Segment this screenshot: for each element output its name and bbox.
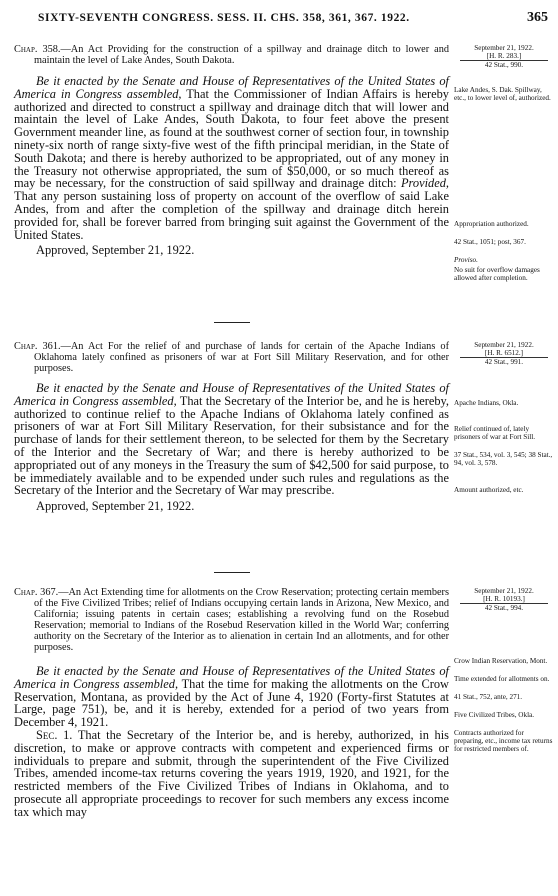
margin-note: Five Civilized Tribes, Okla. <box>454 711 535 719</box>
margin-note: Amount authorized, etc. <box>454 486 524 494</box>
enacting-clause: Be it enacted by the Senate and House of Representatives of the United States of America in Congress assembled, <box>14 381 449 408</box>
act-title-text: —An Act Providing for the construction of a spillway and drainage ditch to lower and maintain the level of Lake Andes, South Dakota. <box>34 44 449 66</box>
act-358 <box>14 44 449 257</box>
act-367 <box>14 587 449 819</box>
act-title <box>14 587 449 653</box>
enacting-clause: Be it enacted by the Senate and House of Representatives of the United States of America in Congress assembled, <box>14 74 449 101</box>
margin-note: 42 Stat., 1051; post, 367. <box>454 238 526 246</box>
page-number: 365 <box>527 10 548 25</box>
section-label: Sec. 1. <box>36 727 73 742</box>
approved-line: Approved, September 21, 1922. <box>36 499 195 514</box>
page-header <box>14 10 548 32</box>
act-title-text: —An Act For the relief of and purchase of lands for certain of the Apache Indians of Oklahoma lately confined as prisoners of war at Fort Sill Military Reservation, and for other purposes. <box>34 341 449 374</box>
margin-367 <box>454 587 554 754</box>
section-text: That the Secretary of the Interior be, and is hereby, authorized, in his discretion, to make or approve contracts with competent and experienced firms or individuals to prepare and submit, through the superintendent of the Five Civilized Tribes, amended income-tax returns covering the years 1919, 1920, and 1921, for the restricted members of the Five Civilized Tribes of Indians in Oklahoma, and to prosecute all appropriate proceedings to recover for such members any excess income tax which may <box>14 727 449 819</box>
chapter-number: Chap. 361. <box>14 341 61 352</box>
margin-date-block <box>454 587 554 612</box>
margin-note: 37 Stat., 534, vol. 3, 545; 38 Stat., 94, vol. 3, 578. <box>454 451 553 468</box>
enacting-clause: Be it enacted by the Senate and House of Representatives of the United States of America in Congress assembled, <box>14 664 449 691</box>
proviso-text: That any person sustaining loss of property on account of the overflow of said Lake Andes, from and after the completion of the spillway and drainage ditch herein provided for, shall be forever barred from bringing suit against the Government of the United States. <box>14 189 449 242</box>
margin-note: Contracts authorized for preparing, etc., income tax returns for restricted members of. <box>454 729 553 754</box>
margin-note: Lake Andes, S. Dak. Spillway, etc., to lower level of, authorized. <box>454 86 551 103</box>
margin-note: Relief continued of, lately prisoners of war at Fort Sill. <box>454 425 536 442</box>
margin-note: 41 Stat., 752, ante, 271. <box>454 693 523 701</box>
margin-note: Time extended for allotments on. <box>454 675 550 683</box>
chapter-number: Chap. 367. <box>14 587 59 598</box>
margin-stat: 42 Stat., 990. <box>484 61 524 69</box>
running-title: SIXTY-SEVENTH CONGRESS. SESS. II. CHS. 358, 361, 367. 1922. <box>38 12 410 24</box>
margin-note: Crow Indian Reservation, Mont. <box>454 657 548 665</box>
chapter-number: Chap. 358. <box>14 44 61 55</box>
act-title <box>14 44 449 66</box>
act-body <box>14 75 449 241</box>
act-text: That the time for making the allotments on the Crow Reservation, Montana, as provided by the Act of June 4, 1920 (Forty-first Statutes at Large, page 751), be, and it is hereby, extended for a period of two years from December 4, 1921. <box>14 676 449 730</box>
margin-361 <box>454 341 554 494</box>
margin-date: September 21, 1922. <box>474 44 534 52</box>
act-title <box>14 341 449 374</box>
act-body <box>14 382 449 497</box>
margin-note: No suit for overflow damages allowed after completion. <box>454 266 540 283</box>
act-361 <box>14 341 449 513</box>
section-divider <box>214 322 250 323</box>
margin-stat: 42 Stat., 991. <box>484 358 524 366</box>
margin-date: September 21, 1922. <box>474 587 534 595</box>
act-title-text: —An Act Extending time for allotments on the Crow Reservation; protecting certain members of the Five Civilized Tribes; relief of Indians occupying certain lands in Arizona, New Mexico, and California; issuing patents in certain cases; establishing a revolving fund on the Rosebud Reservation; memorial to Indians of the Rosebud Reservation killed in the World War; conferring authority on the Secretary of the Interior as to alienation in certain Ind an allotments, and for other purposes. <box>34 587 449 653</box>
margin-358 <box>454 44 554 283</box>
margin-stat: 42 Stat., 994. <box>484 604 524 612</box>
section-divider <box>214 572 250 573</box>
margin-note: Apache Indians, Okla. <box>454 399 519 407</box>
margin-bill-ref: [H. R. 10193.] <box>460 595 548 604</box>
act-body <box>14 665 449 819</box>
margin-note: Appropriation authorized. <box>454 220 529 228</box>
approved-line: Approved, September 21, 1922. <box>36 243 195 258</box>
proviso-word: Provided, <box>400 176 450 191</box>
act-text: That the Secretary of the Interior be, and he is hereby, authorized to continue relief to the Apache Indians of Oklahoma lately confined as prisoners of war at Fort Sill Military Reservation, for their subsistance and for the purchase of lands for their settlement thereon, to be selected for them by the Secretary of the Interior and the Secretary of War; and there is hereby authorized to be appropriated out of any moneys in the Treasury the sum of $42,500 for said purpose, to be immediately available and to be expended under such rules and regulations as the Secretary of the Interior and the Secretary of War may prescribe. <box>14 393 449 498</box>
act-text: That the Commissioner of Indian Affairs is hereby authorized and directed to construct a spillway and drainage ditch that will lower and maintain the level of Lake Andes, South Dakota, to four feet above the present Government meander line, as found at the southwest corner of section four, in township ninety-six north of range sixty-five west of the fifth principal meridian, in the State of South Dakota; and there is hereby authorized to be appropriated, out of any money in the Treasury not otherwise appropriated, the sum of $50,000, or so much thereof as may be necessary, for the construction of said spillway and drainage ditch: <box>14 86 450 191</box>
margin-date-block <box>454 44 554 69</box>
margin-date: September 21, 1922. <box>474 341 534 349</box>
margin-bill-ref: [H. R. 6512.] <box>460 349 548 358</box>
margin-note: Proviso. <box>454 256 478 264</box>
margin-date-block <box>454 341 554 366</box>
margin-bill-ref: [H. R. 283.] <box>460 52 548 61</box>
